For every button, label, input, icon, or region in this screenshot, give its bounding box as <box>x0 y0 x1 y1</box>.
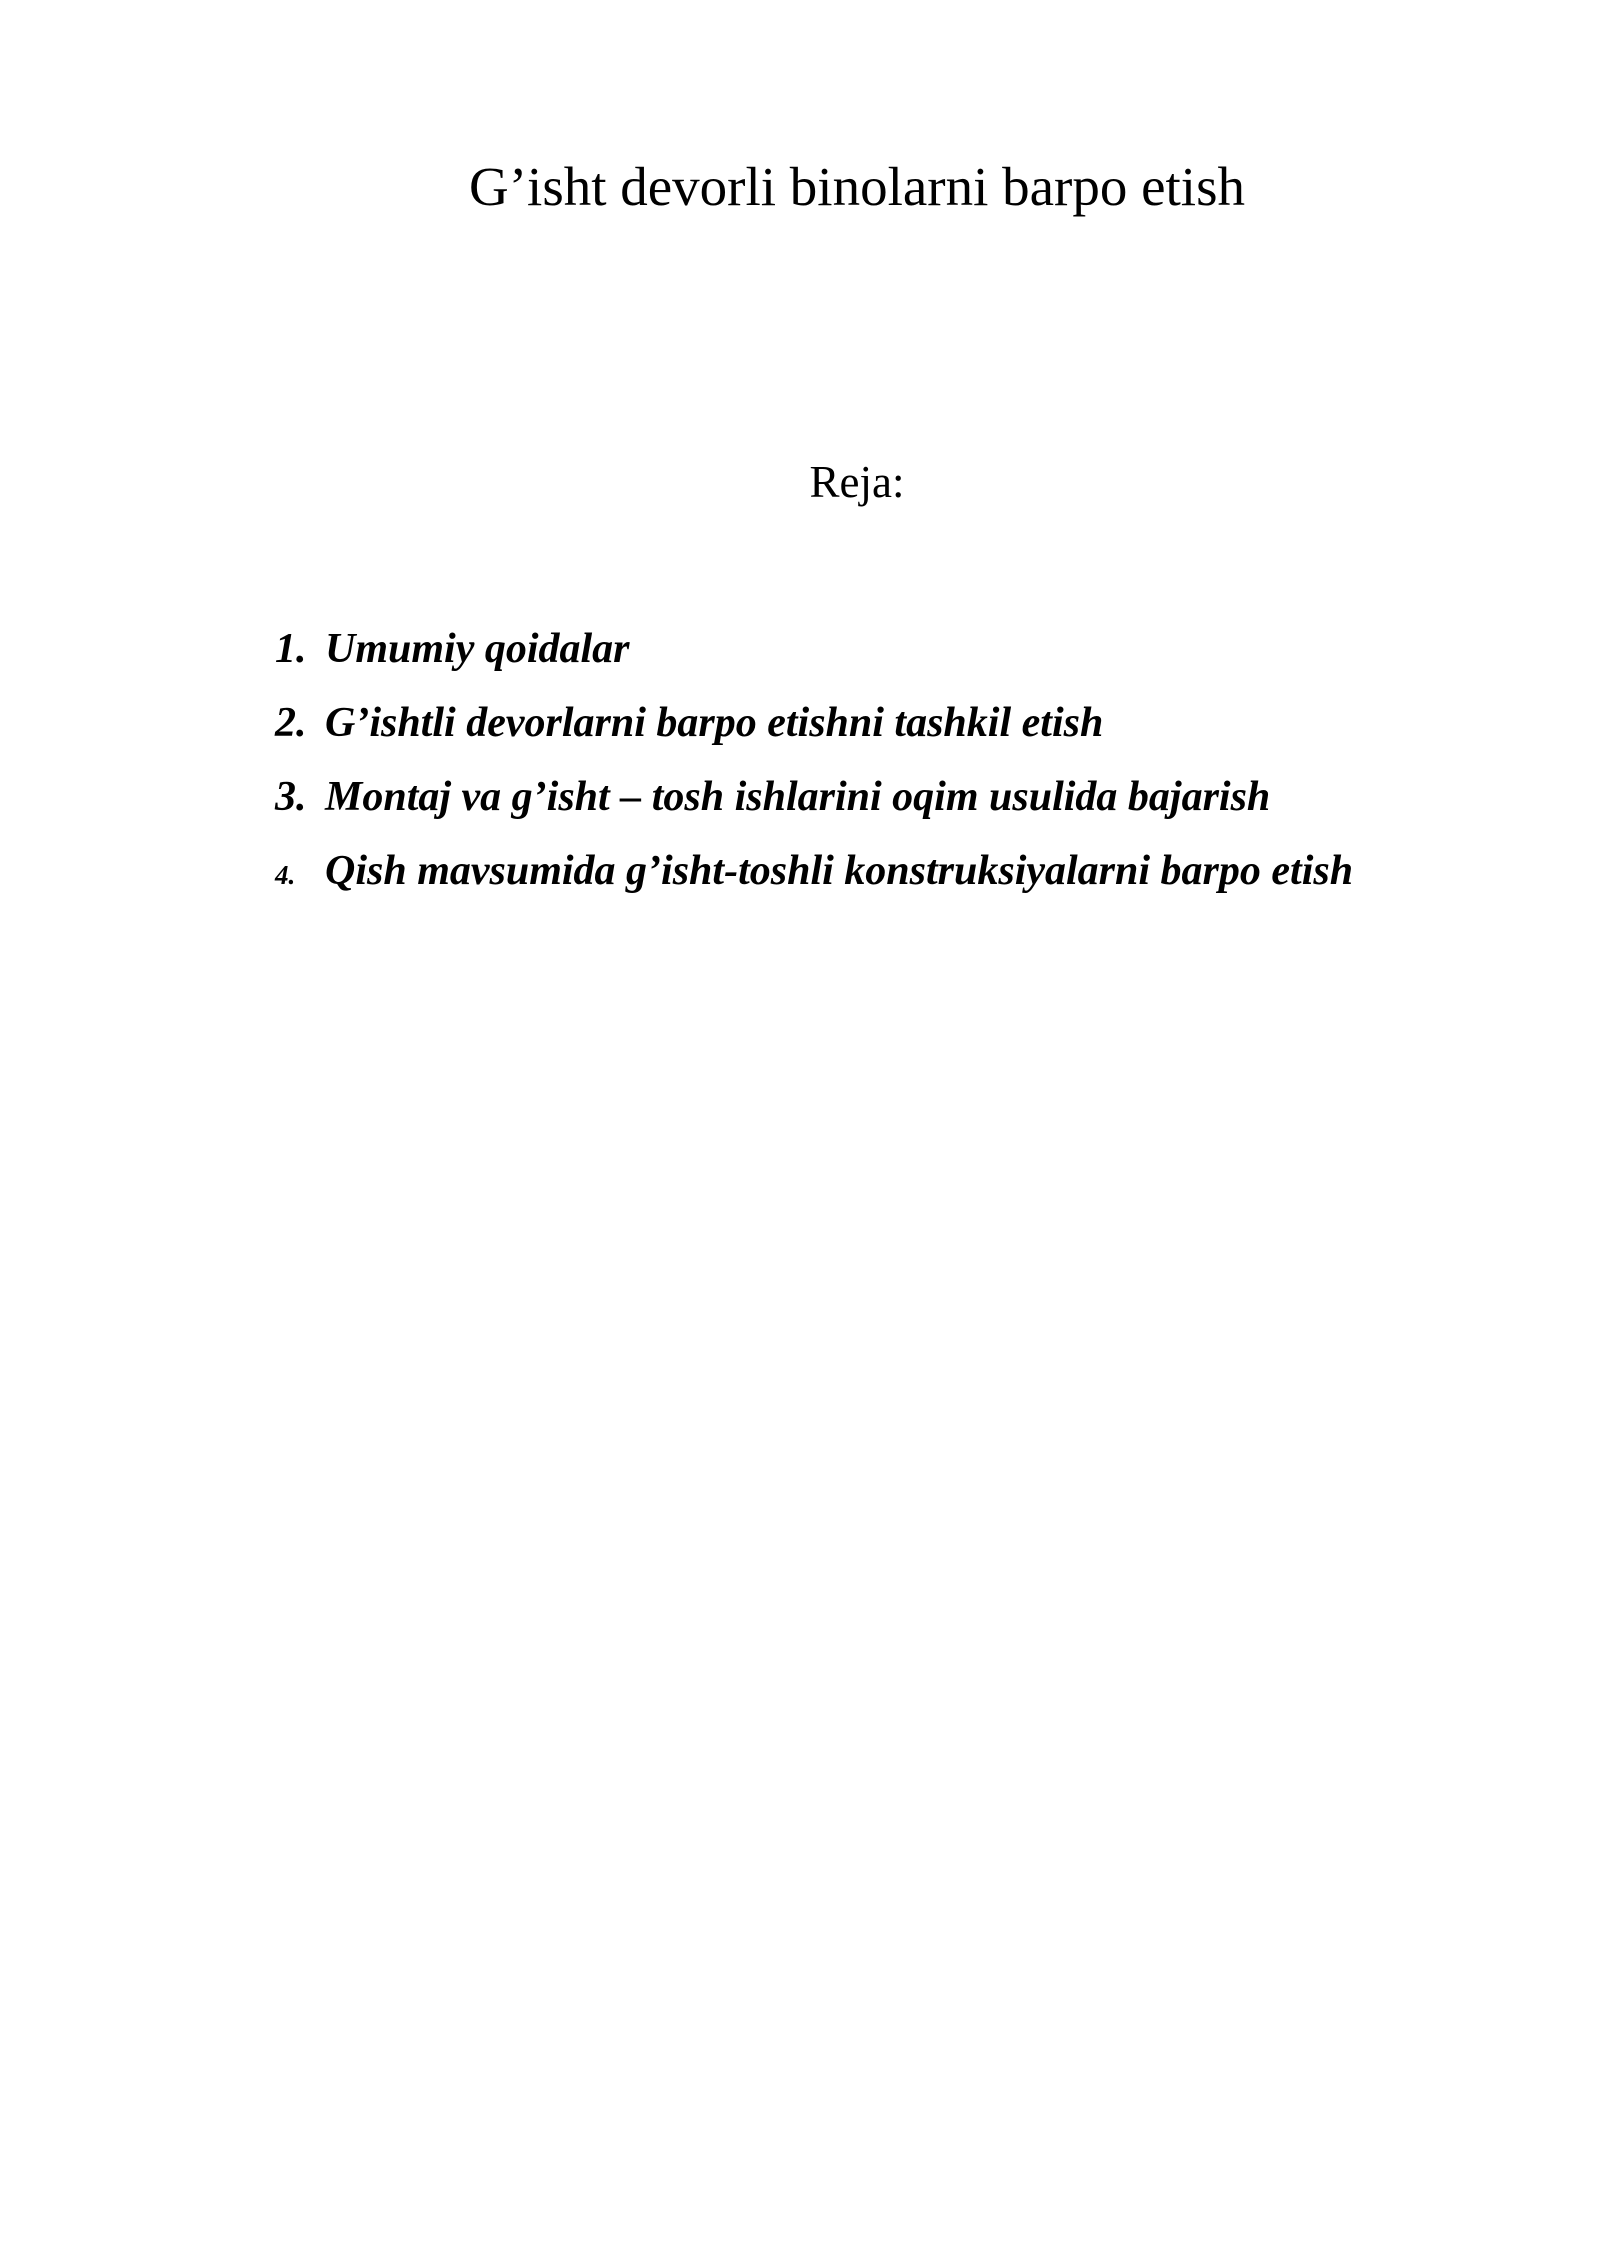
plan-heading-area <box>0 0 1600 560</box>
plan-item-text: Montaj va g’isht – tosh ishlarini oqim usulida bajarish <box>325 774 1271 820</box>
plan-item-number: 2. <box>275 700 307 746</box>
page-title: G’isht devorli binolarni barpo etish <box>469 156 1245 217</box>
plan-item-number: 1. <box>275 626 307 672</box>
plan-heading: Reja: <box>809 457 905 507</box>
plan-list <box>275 612 1555 908</box>
plan-item-number: 4. <box>275 860 296 890</box>
plan-item-text: Umumiy qoidalar <box>325 626 630 672</box>
plan-item-2 <box>275 686 1555 760</box>
plan-item-4 <box>275 834 1555 908</box>
plan-item-1 <box>275 612 1555 686</box>
plan-item-text: Qish mavsumida g’isht-toshli konstruksiyalarni barpo etish <box>325 848 1354 894</box>
plan-item-text: G’ishtli devorlarni barpo etishni tashkil etish <box>325 700 1104 746</box>
plan-item-3 <box>275 760 1555 834</box>
plan-item-number: 3. <box>275 774 307 820</box>
